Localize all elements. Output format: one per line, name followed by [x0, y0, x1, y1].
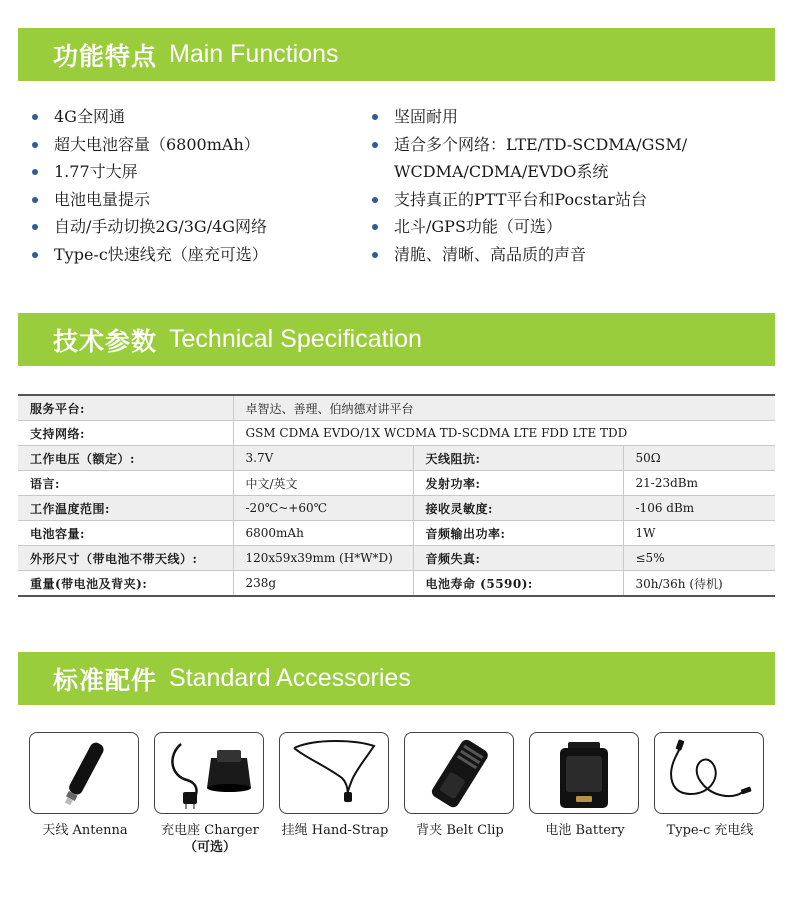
spec-value: 120x59x39mm (H*W*D) [233, 546, 413, 571]
spec-value: 238g [233, 571, 413, 597]
spec-value: 3.7V [233, 446, 413, 471]
feature-item: 4G全网通 [32, 103, 268, 131]
accessory-belt-clip [404, 732, 516, 839]
table-row [18, 571, 775, 597]
spec-value: 50Ω [623, 446, 775, 471]
spec-label: 工作电压（额定）: [18, 446, 233, 471]
table-row [18, 446, 775, 471]
spec-table [18, 394, 775, 597]
feature-item: 支持真正的PTT平台和Pocstar站台 [372, 186, 687, 214]
battery-icon [536, 736, 632, 810]
accessories-header [18, 652, 775, 705]
belt-clip-image [404, 732, 514, 814]
accessory-label: 天线 Antenna [42, 823, 128, 838]
spec-value: 中文/英文 [233, 471, 413, 496]
battery-image [529, 732, 639, 814]
cable-image [654, 732, 764, 814]
feature-item: Type-c快速线充（座充可选） [32, 241, 268, 269]
spec-value: ≤5% [623, 546, 775, 571]
spec-label: 天线阻抗: [413, 446, 623, 471]
antenna-image [29, 732, 139, 814]
specs-title-en: Technical Specification [169, 325, 422, 353]
spec-label: 电池容量: [18, 521, 233, 546]
spec-value: -106 dBm [623, 496, 775, 521]
table-row [18, 471, 775, 496]
spec-value: 卓智达、善理、伯纳德对讲平台 [233, 395, 775, 421]
table-row [18, 521, 775, 546]
accessories-title-en: Standard Accessories [169, 664, 411, 692]
spec-label: 重量(带电池及背夹): [18, 571, 233, 597]
feature-item: 电池电量提示 [32, 186, 268, 214]
spec-label: 音频输出功率: [413, 521, 623, 546]
accessory-label: 充电座 Charger [161, 823, 259, 838]
accessory-label: 电池 Battery [545, 823, 625, 838]
charger-image [154, 732, 264, 814]
spec-label: 音频失真: [413, 546, 623, 571]
spec-label: 语言: [18, 471, 233, 496]
feature-item: 适合多个网络：LTE/TD-SCDMA/GSM/ [372, 131, 687, 159]
strap-image [279, 732, 389, 814]
spec-label: 接收灵敏度: [413, 496, 623, 521]
spec-value: 1W [623, 521, 775, 546]
accessory-label: 背夹 Belt Clip [416, 823, 504, 838]
functions-title-zh: 功能特点 [53, 41, 158, 71]
feature-item: 坚固耐用 [372, 103, 687, 131]
accessory-charger [154, 732, 266, 856]
accessory-label: 挂绳 Hand-Strap [281, 823, 389, 838]
specs-header [18, 313, 775, 366]
spec-value: GSM CDMA EVDO/1X WCDMA TD-SCDMA LTE FDD LTE TDD [233, 421, 775, 446]
table-row [18, 496, 775, 521]
accessory-battery [529, 732, 641, 839]
accessory-label: Type-c 充电线 [666, 823, 754, 838]
feature-item: 1.77寸大屏 [32, 158, 268, 186]
belt-clip-icon [411, 736, 507, 810]
spec-value: -20℃~+60℃ [233, 496, 413, 521]
spec-label: 支持网络: [18, 421, 233, 446]
cable-icon [661, 736, 757, 810]
features-right-list [372, 103, 687, 268]
feature-item: 北斗/GPS功能（可选） [372, 213, 687, 241]
specs-title-zh: 技术参数 [53, 326, 158, 356]
antenna-icon [39, 736, 129, 810]
functions-header [18, 28, 775, 81]
spec-value: 21-23dBm [623, 471, 775, 496]
charger-icon [161, 736, 257, 810]
spec-label: 发射功率: [413, 471, 623, 496]
feature-item: 自动/手动切换2G/3G/4G网络 [32, 213, 268, 241]
spec-value: 30h/36h (待机) [623, 571, 775, 597]
strap-icon [286, 736, 382, 810]
spec-label: 服务平台: [18, 395, 233, 421]
spec-label: 工作温度范围: [18, 496, 233, 521]
accessory-antenna [29, 732, 141, 839]
feature-item: 清脆、清晰、高品质的声音 [372, 241, 687, 269]
spec-label: 外形尺寸（带电池不带天线）: [18, 546, 233, 571]
table-row [18, 421, 775, 446]
table-row [18, 546, 775, 571]
accessories-title-zh: 标准配件 [53, 665, 158, 695]
table-row [18, 395, 775, 421]
accessory-cable [654, 732, 766, 839]
features-left-list [32, 103, 268, 268]
feature-item: 超大电池容量（6800mAh） [32, 131, 268, 159]
spec-value: 6800mAh [233, 521, 413, 546]
functions-title-en: Main Functions [169, 40, 339, 68]
accessory-note: （可选） [183, 840, 236, 855]
feature-item-continuation: WCDMA/CDMA/EVDO系统 [394, 162, 609, 181]
spec-label: 电池寿命 (5590): [413, 571, 623, 597]
accessory-strap [279, 732, 391, 839]
